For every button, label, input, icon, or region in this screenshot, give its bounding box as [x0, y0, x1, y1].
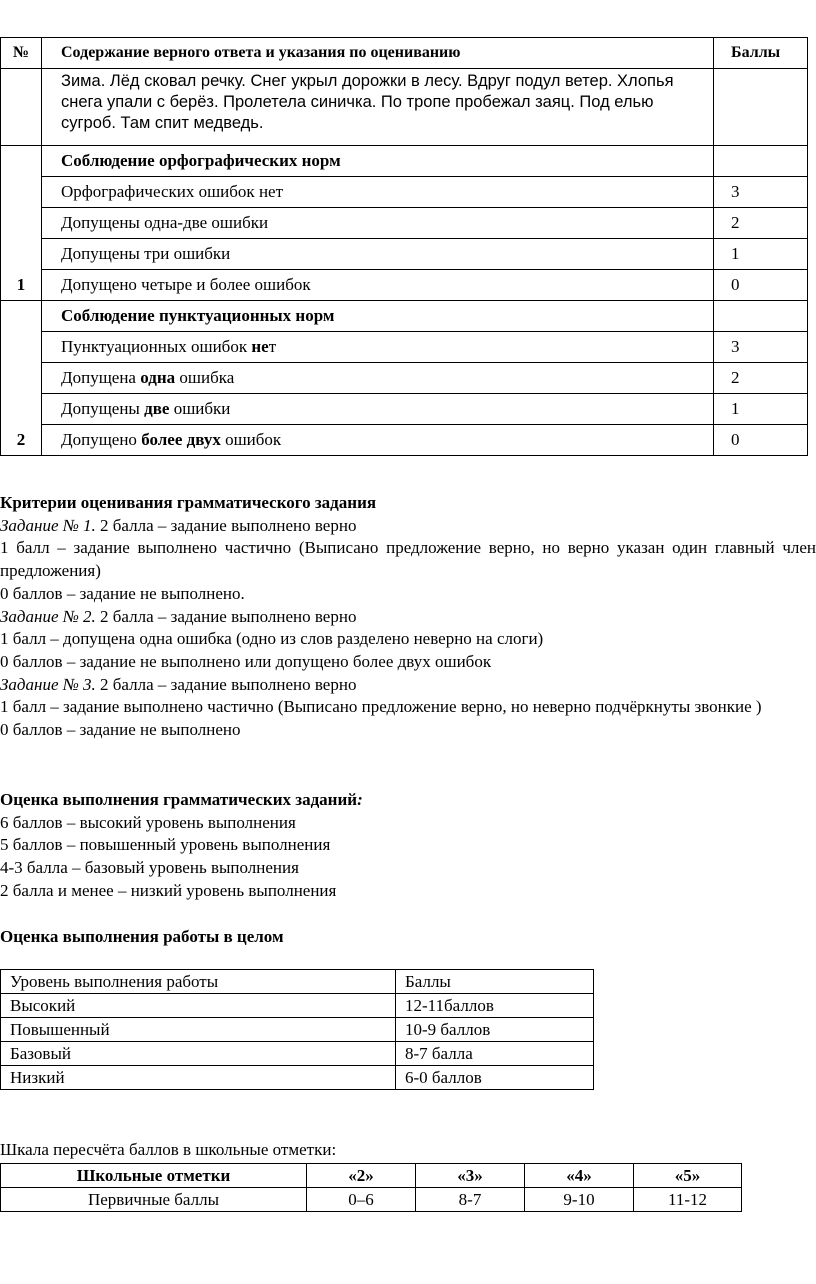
level-cell: Базовый: [1, 1042, 396, 1066]
criterion-text: Допущены одна-две ошибки: [42, 208, 714, 239]
task2-zero: 0 баллов – задание не выполнено или допущено более двух ошибок: [0, 651, 492, 671]
criteria-section: [0, 492, 816, 742]
table-row: [1, 1042, 594, 1066]
scale-header-grade: «5»: [634, 1164, 742, 1188]
criterion-text: Допущены две ошибки: [42, 394, 714, 425]
table-row: [1, 301, 808, 332]
points-cell: [714, 69, 808, 146]
overall-header-points: Баллы: [396, 970, 594, 994]
level-cell: Высокий: [1, 994, 396, 1018]
criterion-text: Допущены три ошибки: [42, 239, 714, 270]
table-row: [1, 239, 808, 270]
scale-header-label: Школьные отметки: [1, 1164, 307, 1188]
table-row: [1, 394, 808, 425]
assessment-table: [0, 37, 808, 456]
table-row: [1, 994, 594, 1018]
task3-zero: 0 баллов – задание не выполнено: [0, 720, 241, 740]
table-row: [1, 1066, 594, 1090]
num-cell: [1, 69, 42, 146]
level-cell: Низкий: [1, 1066, 396, 1090]
criterion-text: Допущена одна ошибка: [42, 363, 714, 394]
section-title: Соблюдение пунктуационных норм: [42, 301, 714, 332]
grammar-eval-line: 5 баллов – повышенный уровень выполнения: [0, 835, 331, 855]
table-row: [1, 1018, 594, 1042]
table-row: [1, 270, 808, 301]
table-row: [1, 1188, 742, 1212]
points-cell: 8-7 балла: [396, 1042, 594, 1066]
overall-title: Оценка выполнения работы в целом: [0, 927, 284, 946]
table-header-row: [1, 1164, 742, 1188]
scale-header-grade: «3»: [416, 1164, 525, 1188]
table-header-row: [1, 38, 808, 69]
scale-header-grade: «4»: [525, 1164, 634, 1188]
table-row: [1, 208, 808, 239]
grammar-eval-section: [0, 789, 816, 903]
table-row: [1, 363, 808, 394]
scale-table: [0, 1163, 742, 1212]
criterion-points: 2: [714, 208, 808, 239]
overall-section: [0, 926, 816, 949]
criterion-points: 2: [714, 363, 808, 394]
criterion-points: 3: [714, 332, 808, 363]
task2-full: Задание № 2. 2 балла – задание выполнено верно: [0, 606, 357, 626]
scale-cell: 11-12: [634, 1188, 742, 1212]
grammar-eval-line: 6 баллов – высокий уровень выполнения: [0, 812, 296, 832]
task1-zero: 0 баллов – задание не выполнено.: [0, 583, 245, 603]
criterion-text: Допущено четыре и более ошибок: [42, 270, 714, 301]
points-cell: [714, 146, 808, 177]
section-num: 1: [1, 146, 42, 301]
table-row: [1, 425, 808, 456]
task3-partial: 1 балл – задание выполнено частично (Выписано предложение верно, но неверно подчёркнуты звонкие ): [0, 697, 762, 717]
points-cell: 10-9 баллов: [396, 1018, 594, 1042]
section-num: 2: [1, 301, 42, 456]
section-title: Соблюдение орфографических норм: [42, 146, 714, 177]
criterion-points: 1: [714, 394, 808, 425]
scale-row-label: Первичные баллы: [1, 1188, 307, 1212]
criterion-points: 0: [714, 270, 808, 301]
points-cell: [714, 301, 808, 332]
criterion-text: Допущено более двух ошибок: [42, 425, 714, 456]
dictation-text: Зима. Лёд сковал речку. Снег укрыл дорожки в лесу. Вдруг подул ветер. Хлопья снега упали с берёз. Пролетела синичка. По тропе пробежал заяц. Под елью сугроб. Там спит медведь.: [42, 69, 714, 146]
overall-table: [0, 969, 594, 1090]
criterion-text: Пунктуационных ошибок нет: [42, 332, 714, 363]
scale-cell: 8-7: [416, 1188, 525, 1212]
task3-full: Задание № 3. 2 балла – задание выполнено верно: [0, 674, 357, 694]
points-cell: 12-11баллов: [396, 994, 594, 1018]
table-row: [1, 332, 808, 363]
task2-partial: 1 балл – допущена одна ошибка (одно из слов разделено неверно на слоги): [0, 629, 544, 649]
overall-header-level: Уровень выполнения работы: [1, 970, 396, 994]
criterion-points: 3: [714, 177, 808, 208]
scale-cell: 9-10: [525, 1188, 634, 1212]
table-row: [1, 177, 808, 208]
scale-header-grade: «2»: [307, 1164, 416, 1188]
grammar-eval-line: 2 балла и менее – низкий уровень выполнения: [0, 880, 337, 900]
grammar-eval-line: 4-3 балла – базовый уровень выполнения: [0, 858, 299, 878]
scale-cell: 0–6: [307, 1188, 416, 1212]
table-header-row: [1, 970, 594, 994]
task1-partial: 1 балл – задание выполнено частично (Выписано предложение верно, но верно указан один главный член предложения): [0, 538, 816, 581]
table-row: [1, 69, 808, 146]
level-cell: Повышенный: [1, 1018, 396, 1042]
criterion-text: Орфографических ошибок нет: [42, 177, 714, 208]
points-cell: 6-0 баллов: [396, 1066, 594, 1090]
task1-full: Задание № 1. 2 балла – задание выполнено верно: [0, 515, 357, 535]
scale-caption: Шкала пересчёта баллов в школьные отметки:: [0, 1140, 337, 1159]
criteria-title: Критерии оценивания грамматического задания: [0, 493, 377, 512]
header-num: №: [1, 38, 42, 69]
header-points: Баллы: [714, 38, 808, 69]
grammar-eval-title: Оценка выполнения грамматических заданий:: [0, 790, 363, 809]
header-content: Содержание верного ответа и указания по оцениванию: [42, 38, 714, 69]
table-row: [1, 146, 808, 177]
criterion-points: 0: [714, 425, 808, 456]
criterion-points: 1: [714, 239, 808, 270]
